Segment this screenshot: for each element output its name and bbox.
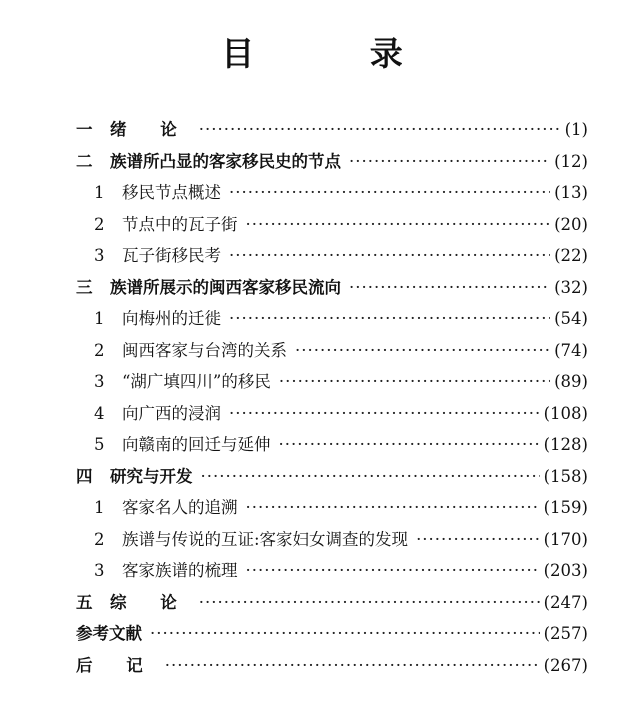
toc-entry — [76, 114, 588, 146]
toc-entry-number: 4 — [94, 403, 105, 423]
toc-dot-leader — [246, 209, 551, 241]
toc-entry-title: 绪 论 — [110, 120, 191, 139]
toc-entry-page: (257) — [543, 624, 588, 643]
toc-entry — [76, 429, 588, 461]
toc-entry-number: 3 — [94, 561, 105, 580]
toc-dot-leader — [199, 114, 561, 146]
toc-entry-title: 客家名人的追溯 — [122, 498, 238, 517]
toc-dot-leader — [279, 429, 540, 461]
toc-entry-page: (1) — [564, 120, 588, 139]
toc-dot-leader — [416, 524, 540, 556]
toc-entry-number: 四 — [76, 466, 93, 486]
toc-entry — [76, 335, 588, 367]
toc-entry-number: 1 — [94, 183, 105, 202]
page-title: 目 录 — [221, 34, 455, 73]
toc-entry-number: 五 — [76, 592, 93, 612]
toc-entry-page: (247) — [543, 592, 588, 612]
toc-entry — [76, 461, 588, 493]
toc-entry-page: (12) — [554, 151, 588, 171]
toc-entry — [76, 303, 588, 335]
toc-dot-leader — [201, 461, 540, 493]
toc-dot-leader — [229, 240, 550, 272]
toc-entry — [76, 555, 588, 587]
toc-entry-page: (203) — [543, 561, 588, 580]
toc-entry-number: 1 — [94, 498, 105, 517]
toc-entry-title: “湖广填四川”的移民 — [122, 372, 271, 391]
toc-entry-page: (158) — [543, 466, 588, 486]
toc-entry-number: 3 — [94, 372, 105, 391]
toc-dot-leader — [165, 650, 540, 682]
toc-dot-leader — [229, 303, 550, 335]
toc-entry — [76, 177, 588, 209]
toc-entry-page: (108) — [543, 403, 588, 423]
toc-entry-title: 客家族谱的梳理 — [122, 561, 238, 580]
toc-dot-leader — [229, 177, 550, 209]
toc-entry — [76, 240, 588, 272]
toc-entry-page: (89) — [554, 372, 588, 391]
table-of-contents — [76, 114, 588, 681]
toc-entry-title: 参考文献 — [76, 624, 142, 643]
toc-entry-page: (159) — [543, 498, 588, 517]
toc-dot-leader — [295, 335, 550, 367]
toc-entry — [76, 650, 588, 682]
toc-dot-leader — [246, 492, 540, 524]
toc-dot-leader — [279, 366, 550, 398]
toc-entry-page: (267) — [543, 655, 588, 675]
toc-dot-leader — [246, 555, 540, 587]
toc-entry-title: 瓦子街移民考 — [122, 246, 221, 265]
toc-entry-page: (22) — [554, 246, 588, 265]
toc-entry-title: 综 论 — [110, 592, 191, 612]
toc-entry-title: 研究与开发 — [110, 466, 193, 486]
toc-entry-title: 向赣南的回迁与延伸 — [122, 435, 271, 454]
toc-entry-number: 5 — [94, 435, 105, 454]
toc-entry-number: 2 — [94, 529, 105, 549]
toc-entry-title: 节点中的瓦子街 — [122, 214, 238, 234]
toc-entry-page: (20) — [554, 214, 588, 234]
toc-entry-page: (170) — [543, 529, 588, 549]
toc-entry-title: 族谱所凸显的客家移民史的节点 — [110, 151, 341, 171]
toc-entry — [76, 398, 588, 430]
toc-entry — [76, 524, 588, 556]
toc-entry — [76, 618, 588, 650]
toc-entry-number: 2 — [94, 340, 105, 360]
toc-entry-title: 族谱与传说的互证:客家妇女调查的发现 — [122, 529, 409, 549]
toc-entry — [76, 587, 588, 619]
toc-entry-number: 三 — [76, 277, 93, 297]
toc-entry-page: (13) — [554, 183, 588, 202]
toc-entry — [76, 272, 588, 304]
toc-entry — [76, 366, 588, 398]
toc-entry-title: 闽西客家与台湾的关系 — [122, 340, 287, 360]
toc-entry-title: 后 记 — [76, 655, 157, 675]
toc-dot-leader — [349, 146, 550, 178]
toc-entry-title: 移民节点概述 — [122, 183, 221, 202]
toc-entry-number: 一 — [76, 120, 93, 139]
toc-dot-leader — [229, 398, 540, 430]
toc-entry-title: 向广西的浸润 — [122, 403, 221, 423]
toc-entry-page: (74) — [554, 340, 588, 360]
toc-entry-number: 1 — [94, 309, 105, 328]
toc-entry-page: (54) — [554, 309, 588, 328]
toc-entry — [76, 146, 588, 178]
toc-entry-page: (128) — [543, 435, 588, 454]
toc-entry — [76, 492, 588, 524]
toc-entry-number: 2 — [94, 214, 105, 234]
toc-dot-leader — [150, 618, 540, 650]
toc-dot-leader — [349, 272, 550, 304]
toc-entry-number: 二 — [76, 151, 93, 171]
toc-entry — [76, 209, 588, 241]
toc-entry-title: 向梅州的迁徙 — [122, 309, 221, 328]
toc-entry-title: 族谱所展示的闽西客家移民流向 — [110, 277, 341, 297]
toc-entry-page: (32) — [554, 277, 588, 297]
toc-entry-number: 3 — [94, 246, 105, 265]
toc-dot-leader — [199, 587, 540, 619]
